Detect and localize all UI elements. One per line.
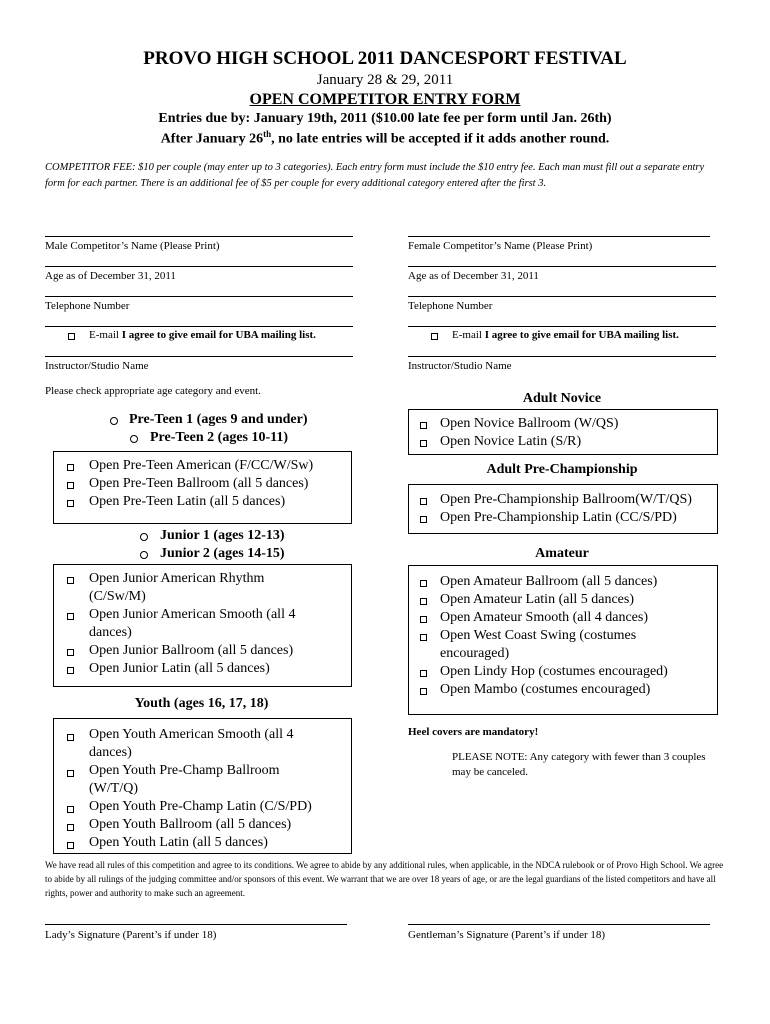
adult-novice-event: Open Novice Ballroom (W/QS): [440, 416, 619, 431]
checkbox[interactable]: [67, 824, 74, 831]
preteen-event: Open Pre-Teen American (F/CC/W/Sw): [89, 458, 314, 473]
male-name-label: Male Competitor’s Name (Please Print): [45, 240, 220, 252]
checkbox[interactable]: [67, 649, 74, 656]
junior-event: Open Junior Ballroom (all 5 dances): [89, 643, 294, 658]
please-note: PLEASE NOTE: Any category with fewer than 3 couples may be canceled.: [452, 751, 706, 778]
female-age-label: Age as of December 31, 2011: [408, 270, 539, 282]
agreement-text: We have read all rules of this competition and agree to its conditions. We agree to abide by any additional rules, when applicable, in the NDCA rulebook or of Provo High School. We agree to abide by all rulings of the judging committee and/or sponsors of this event. We warrant that we are over 18 years of age, or are the legal guardians of the listed competitors and have all rights, power and authority to make such an agreement.: [45, 860, 724, 898]
amateur-event: Open Mambo (costumes encouraged): [440, 682, 651, 697]
junior-1-radio[interactable]: [140, 533, 148, 541]
junior-event-cont: dances): [89, 625, 132, 640]
checkbox[interactable]: [67, 842, 74, 849]
studio-label: Instructor/Studio Name: [45, 360, 149, 372]
late-entries-line: After January 26th, no late entries will be accepted if it adds another round.: [160, 129, 610, 147]
amateur-event: Open Lindy Hop (costumes encouraged): [440, 664, 668, 679]
youth-event: Open Youth Pre-Champ Ballroom: [89, 763, 280, 778]
adult-novice-event: Open Novice Latin (S/R): [440, 434, 582, 449]
youth-event-cont: (W/T/Q): [89, 781, 138, 796]
studio-label-right: Instructor/Studio Name: [408, 360, 512, 372]
checkbox[interactable]: [420, 598, 427, 605]
female-phone-label: Telephone Number: [408, 300, 493, 312]
female-email-checkbox[interactable]: [431, 333, 438, 340]
male-email-line[interactable]: [45, 326, 353, 327]
form-title: OPEN COMPETITOR ENTRY FORM: [249, 91, 521, 108]
junior-event: Open Junior Latin (all 5 dances): [89, 661, 270, 676]
checkbox[interactable]: [420, 688, 427, 695]
checkbox[interactable]: [67, 806, 74, 813]
event-dates: January 28 & 29, 2011: [316, 72, 454, 88]
amateur-event: Open Amateur Ballroom (all 5 dances): [440, 574, 658, 589]
youth-event: Open Youth American Smooth (all 4: [89, 727, 294, 742]
female-age-line[interactable]: [408, 266, 716, 267]
checkbox[interactable]: [67, 667, 74, 674]
amateur-event-cont: encouraged): [440, 646, 510, 661]
checkbox[interactable]: [67, 464, 74, 471]
checkbox[interactable]: [420, 616, 427, 623]
checkbox[interactable]: [420, 516, 427, 523]
preteen-event: Open Pre-Teen Ballroom (all 5 dances): [89, 476, 309, 491]
entries-due-line: Entries due by: January 19th, 2011 ($10.00 late fee per form until Jan. 26th): [158, 111, 612, 126]
competitor-fee-note: COMPETITOR FEE: $10 per couple (may enter up to 3 categories). Each entry form must include the $10 entry fee. Each man must fill out a separate entry form for each partner. There is an additional fee of $5 per couple for every additional category entered after the first 3.: [45, 162, 705, 189]
male-age-line[interactable]: [45, 266, 353, 267]
checkbox[interactable]: [420, 670, 427, 677]
male-name-line[interactable]: [45, 236, 353, 237]
checkbox[interactable]: [67, 770, 74, 777]
checkbox[interactable]: [420, 440, 427, 447]
amateur-heading: Amateur: [535, 546, 589, 561]
checkbox[interactable]: [67, 734, 74, 741]
preteen-2-radio[interactable]: [130, 435, 138, 443]
male-email-checkbox[interactable]: [68, 333, 75, 340]
male-phone-label: Telephone Number: [45, 300, 130, 312]
adult-novice-heading: Adult Novice: [522, 391, 602, 406]
female-phone-line[interactable]: [408, 296, 716, 297]
youth-event: Open Youth Ballroom (all 5 dances): [89, 817, 292, 832]
gentleman-signature-label: Gentleman’s Signature (Parent’s if under 18): [408, 929, 606, 941]
lady-signature-line[interactable]: [45, 924, 347, 925]
junior-event: Open Junior American Rhythm: [89, 571, 265, 586]
checkbox[interactable]: [420, 580, 427, 587]
checkbox[interactable]: [67, 577, 74, 584]
form-header-title: PROVO HIGH SCHOOL 2011 DANCESPORT FESTIVAL: [143, 48, 627, 69]
youth-event-cont: dances): [89, 745, 132, 760]
lady-signature-label: Lady’s Signature (Parent’s if under 18): [45, 929, 217, 941]
youth-event: Open Youth Latin (all 5 dances): [89, 835, 268, 850]
studio-line[interactable]: [45, 356, 353, 357]
junior-1-label: Junior 1 (ages 12-13): [160, 528, 285, 543]
checkbox[interactable]: [420, 634, 427, 641]
youth-event: Open Youth Pre-Champ Latin (C/S/PD): [89, 799, 312, 814]
amateur-event: Open West Coast Swing (costumes: [440, 628, 637, 643]
female-email-label: E-mail I agree to give email for UBA mailing list.: [452, 329, 679, 341]
checkbox[interactable]: [67, 613, 74, 620]
gentleman-signature-line[interactable]: [408, 924, 710, 925]
youth-heading: Youth (ages 16, 17, 18): [134, 696, 269, 711]
female-email-line[interactable]: [408, 326, 716, 327]
junior-event: Open Junior American Smooth (all 4: [89, 607, 296, 622]
checkbox[interactable]: [67, 482, 74, 489]
adult-prechamp-heading: Adult Pre-Championship: [486, 462, 638, 477]
adult-prechamp-event: Open Pre-Championship Latin (CC/S/PD): [440, 510, 677, 525]
studio-line-right[interactable]: [408, 356, 716, 357]
amateur-event: Open Amateur Latin (all 5 dances): [440, 592, 634, 607]
junior-event-cont: (C/Sw/M): [89, 589, 146, 604]
heel-cover-note: Heel covers are mandatory!: [408, 726, 539, 738]
checkbox[interactable]: [67, 500, 74, 507]
junior-2-radio[interactable]: [140, 551, 148, 559]
checkbox[interactable]: [420, 422, 427, 429]
checkbox[interactable]: [420, 498, 427, 505]
check-instructions: Please check appropriate age category and event.: [45, 385, 261, 397]
junior-2-label: Junior 2 (ages 14-15): [160, 546, 285, 561]
preteen-1-radio[interactable]: [110, 417, 118, 425]
female-name-line[interactable]: [408, 236, 710, 237]
female-name-label: Female Competitor’s Name (Please Print): [408, 240, 593, 252]
adult-prechamp-event: Open Pre-Championship Ballroom(W/T/QS): [440, 492, 692, 507]
amateur-event: Open Amateur Smooth (all 4 dances): [440, 610, 649, 625]
male-phone-line[interactable]: [45, 296, 353, 297]
preteen-2-label: Pre-Teen 2 (ages 10-11): [150, 430, 289, 445]
preteen-1-label: Pre-Teen 1 (ages 9 and under): [129, 412, 308, 427]
male-email-label: E-mail I agree to give email for UBA mailing list.: [89, 329, 316, 341]
male-age-label: Age as of December 31, 2011: [45, 270, 176, 282]
preteen-event: Open Pre-Teen Latin (all 5 dances): [89, 494, 286, 509]
